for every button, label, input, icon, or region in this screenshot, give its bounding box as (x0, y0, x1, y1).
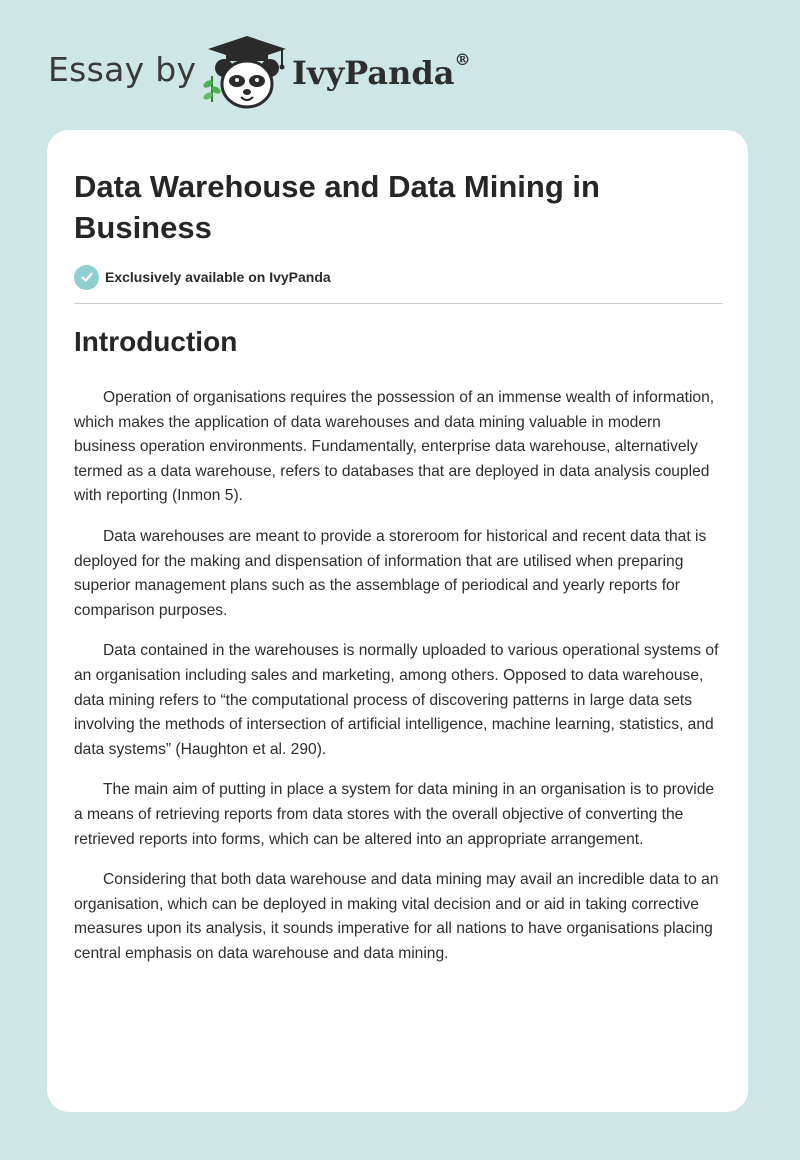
section-heading: Introduction (74, 326, 238, 357)
check-icon (74, 265, 99, 290)
registered-mark: ® (454, 50, 471, 69)
page-title: Data Warehouse and Data Mining in Business (74, 169, 600, 245)
essay-body (74, 386, 724, 982)
essay-card (47, 130, 748, 1112)
exclusive-badge (74, 264, 331, 290)
badge-label: Exclusively available on IvyPanda (105, 269, 331, 285)
paragraph: The main aim of putting in place a system for data mining in an organisation is to provide a means of retrieving reports from data stores with the overall objective of converting the retrieved reports into forms, which can be altered into an appropriate arrangement. (74, 781, 715, 848)
brand-text: IvyPanda (292, 54, 455, 92)
paragraph: Data warehouses are meant to provide a storeroom for historical and recent data that is deployed for the making and dispensation of information that are utilised when preparing superior management plans such as the assemblage of periodical and yearly reports for comparison purposes. (74, 527, 707, 619)
paragraph: Operation of organisations requires the possession of an immense wealth of information, which makes the application of data warehouses and data mining valuable in modern business operation environments. Fundamentally, enterprise data warehouse, alternatively termed as a data warehouse, refers to databases that are deployed in data analysis coupled with reporting (Inmon 5). (74, 389, 715, 505)
paragraph: Considering that both data warehouse and data mining may avail an incredible data to an organisation, which can be deployed in making vital decision and or aid in taking corrective measures upon its analysis, it sounds imperative for all nations to have organisations placing central emphasis on data warehouse and data mining. (74, 871, 719, 962)
site-header (48, 34, 748, 114)
essay-by-label: Essay by (48, 50, 197, 89)
brand-name[interactable] (292, 50, 471, 92)
divider (74, 303, 723, 304)
paragraph: Data contained in the warehouses is normally uploaded to various operational systems of an organisation including sales and marketing, among others. Opposed to data warehouse, data mining refers to “the computational process of discovering patterns in large data sets involving the methods of intersection of artificial intelligence, machine learning, statistics, and data systems” (Haughton et al. 290). (74, 642, 719, 758)
panda-graduate-icon[interactable] (202, 34, 292, 110)
